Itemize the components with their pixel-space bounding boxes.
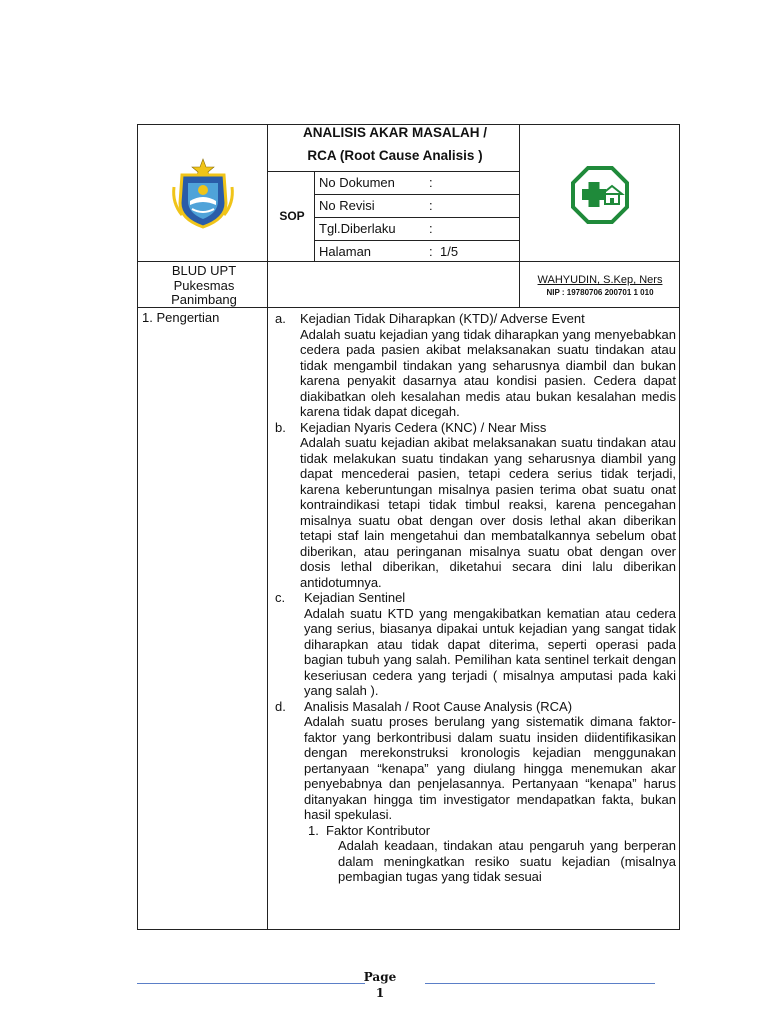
footer-rule-left bbox=[137, 983, 365, 984]
meta-colon: : bbox=[429, 175, 433, 190]
signer-name: WAHYUDIN, S.Kep, Ners bbox=[537, 274, 663, 286]
document-title-line1: ANALISIS AKAR MASALAH / bbox=[303, 125, 487, 140]
item-heading: Kejadian Nyaris Cedera (KNC) / Near Miss bbox=[300, 419, 547, 435]
meta-row-no-revisi bbox=[319, 194, 519, 217]
item-heading: Kejadian Tidak Diharapkan (KTD)/ Adverse Event bbox=[300, 311, 585, 326]
subitem-heading: Faktor Kontributor bbox=[326, 822, 431, 838]
org-line: BLUD UPT bbox=[171, 263, 237, 278]
meta-row-tgl-diberlaku bbox=[319, 217, 519, 240]
definition-item bbox=[272, 311, 676, 420]
org-line: Panimbang bbox=[171, 292, 237, 307]
org-line: Pukesmas bbox=[173, 277, 235, 293]
sop-document-table bbox=[137, 124, 680, 930]
item-marker: b. bbox=[275, 419, 286, 435]
meta-label: No Dokumen bbox=[319, 175, 395, 190]
meta-colon: : bbox=[429, 244, 433, 259]
meta-label: Tgl.Diberlaku bbox=[319, 221, 396, 236]
item-heading: Analisis Masalah / Root Cause Analysis (RCA) bbox=[304, 698, 573, 714]
footer-rule-right bbox=[425, 983, 655, 984]
document-title-line2: RCA (Root Cause Analisis ) bbox=[307, 148, 483, 163]
meta-row-no-dokumen bbox=[319, 171, 519, 194]
definition-content bbox=[272, 311, 676, 885]
item-heading: Kejadian Sentinel bbox=[304, 590, 406, 605]
signer-nip: NIP : 19780706 200701 1 010 bbox=[546, 288, 654, 297]
item-marker: c. bbox=[275, 590, 286, 605]
sop-label: SOP bbox=[279, 209, 305, 223]
meta-colon: : bbox=[429, 221, 433, 236]
divider bbox=[519, 125, 520, 261]
definition-subitem bbox=[300, 823, 676, 885]
definition-item bbox=[272, 699, 676, 885]
meta-value: 1/5 bbox=[440, 244, 459, 259]
organization-name bbox=[140, 264, 268, 308]
meta-row-halaman bbox=[319, 240, 519, 263]
item-body: Adalah suatu KTD yang mengakibatkan kematian atau cedera yang serius, biasanya dipakai untuk kejadian yang sangat tidak diharapkan atau tidak dapat diterima, seperti operasi pada bagian tubuh yang salah. Pemilihan kata sentinel terkait dengan keseriusan cedera yang terjadi ( misalnya amputasi pada kaki yang salah ). bbox=[304, 605, 676, 698]
meta-label: Halaman bbox=[319, 244, 372, 259]
divider bbox=[314, 171, 315, 261]
item-body: Adalah suatu kejadian yang tidak diharapkan yang menyebabkan cedera pada pasien akibat melaksanakan suatu tindakan atau tidak mengambil tindakan yang seharusnya diambil dan bukan karena penyakit dasarnya atau kondisi pasien. Cedera dapat diakibatkan oleh kesalahan medis atau bukan kesalahan medis karena tidak dapat dicegah. bbox=[300, 326, 676, 419]
definition-item bbox=[272, 420, 676, 591]
page-word: Page bbox=[363, 970, 397, 984]
divider bbox=[267, 125, 268, 930]
page-footer bbox=[0, 969, 768, 1009]
item-body: Adalah suatu kejadian akibat melaksanakan suatu tindakan atau tidak melakukan suatu tindakan yang seharusnya diambil yang dapat mencederai pasien, tetapi cedera serius tidak terjadi, karena keberuntungan misalnya pasien terima obat suatu onat kontraindikasi tetapi tidak timbul reaksi, karena pencegahan misalnya suatu obat dengan over dosis lethal akan diberikan tetapi staf lain mengetahui dan membatalkannya sebelum obat diberikan, atau peringanan misalnya suatu obat dengan over dosis lethal diberikan, diketahui secara dini lalu diberikan antidotumnya. bbox=[300, 435, 676, 590]
meta-colon: : bbox=[429, 198, 433, 213]
section-label: 1. Pengertian bbox=[142, 310, 220, 325]
page-number: 1 bbox=[375, 986, 385, 1000]
regency-emblem-logo bbox=[168, 157, 238, 229]
item-marker: d. bbox=[275, 698, 286, 714]
meta-label: No Revisi bbox=[319, 198, 375, 213]
definition-item bbox=[272, 590, 676, 699]
subitem-body: Adalah keadaan, tindakan atau pengaruh yang berperan dalam meningkatkan resiko suatu kejadian (misalnya pembagian tugas yang tidak sesuai bbox=[338, 838, 676, 884]
item-marker: a. bbox=[275, 311, 286, 326]
item-body: Adalah suatu proses berulang yang sistematik dimana faktor-faktor yang berkontribusi dalam suatu insiden diidentifikasikan dengan merekonstruksi kronologis kejadian menggunakan pertanyaan “kenapa” yang diulang hingga menemukan akar penyebabnya dan penjelasannya. Pertanyaan “kenapa” harus ditanyakan hingga tim investigator mendapatkan fakta, bukan hasil spekulasi. bbox=[304, 714, 676, 822]
puskesmas-logo bbox=[568, 163, 632, 227]
subitem-marker: 1. bbox=[308, 822, 319, 838]
